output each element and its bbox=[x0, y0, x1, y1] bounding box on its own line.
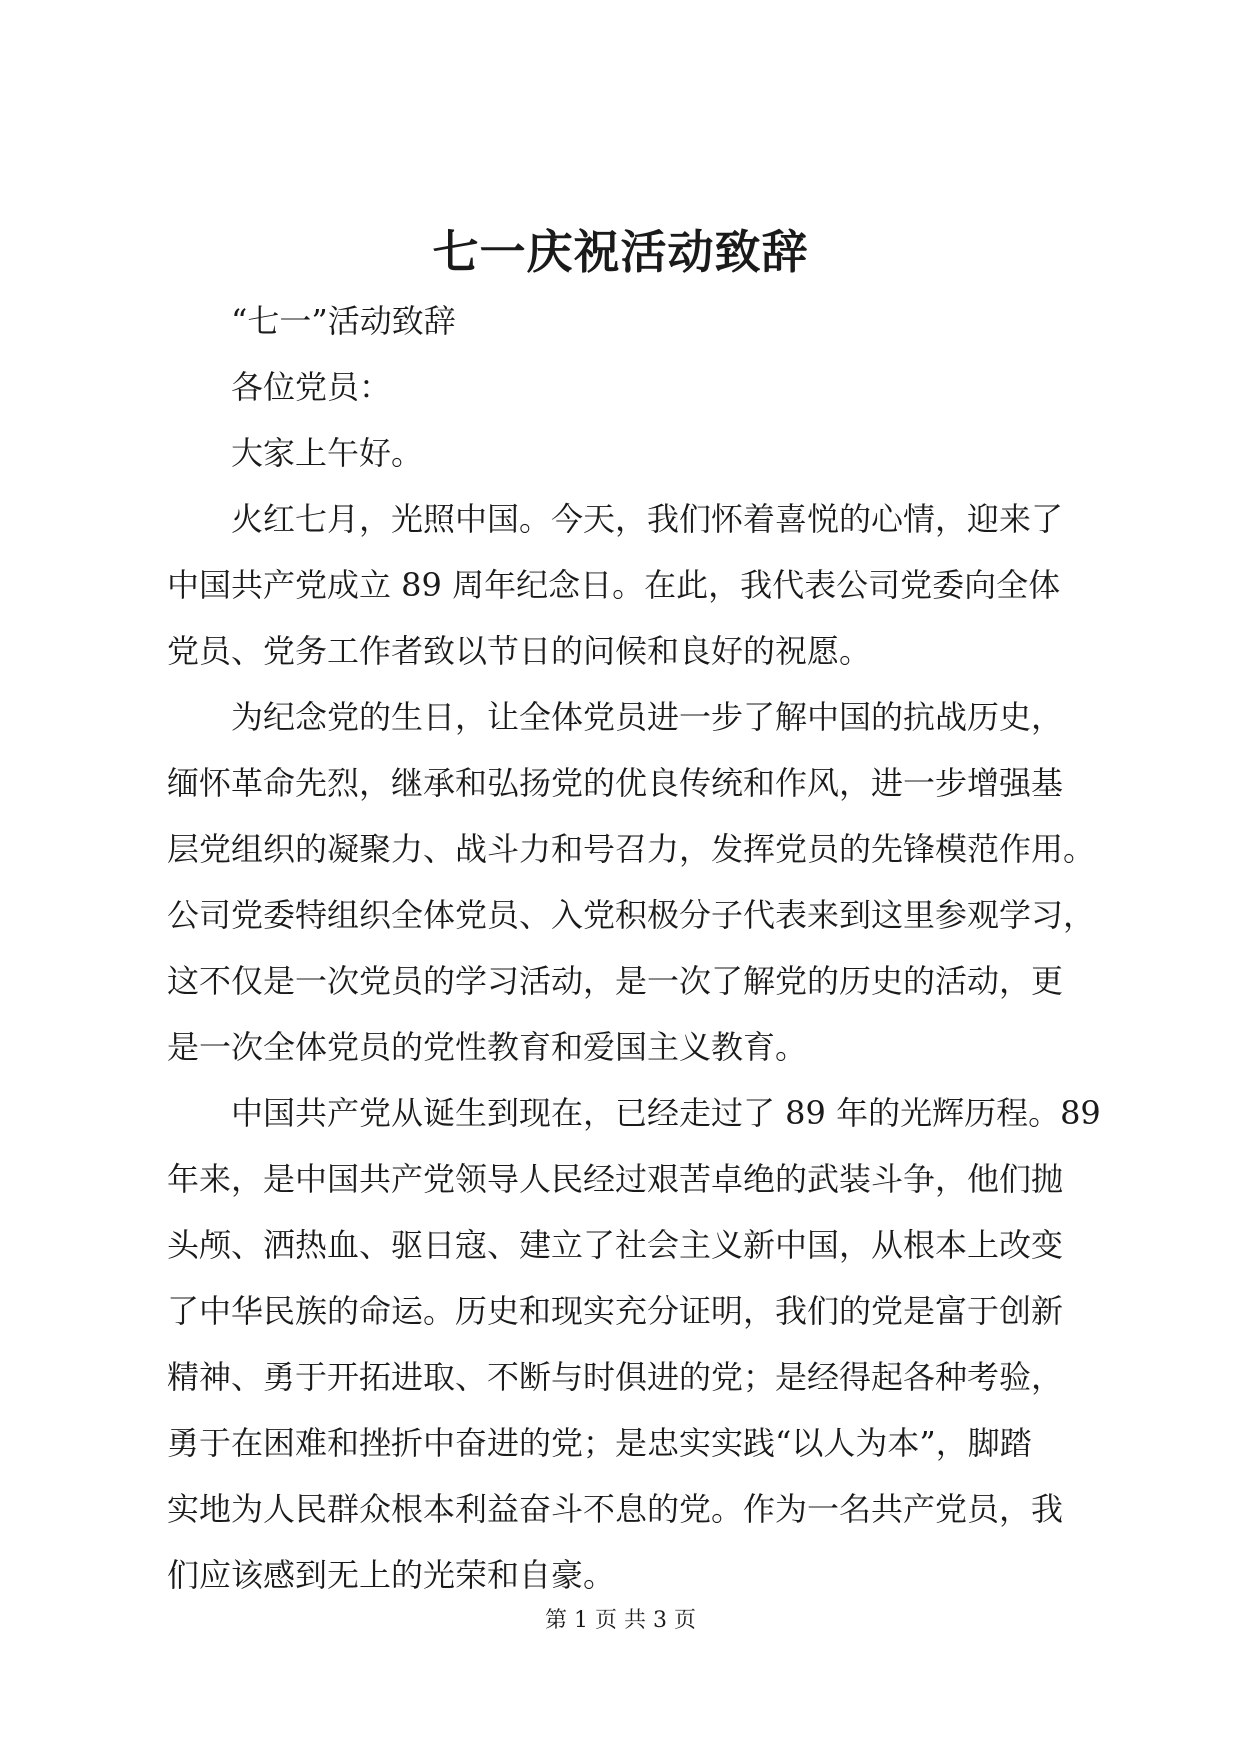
page-footer: 第 1 页 共 3 页 bbox=[545, 1608, 696, 1633]
body-line: 实地为人民群众根本利益奋斗不息的党。作为一名共产党员，我 bbox=[167, 1490, 1064, 1528]
body-line: 大家上午好。 bbox=[231, 434, 424, 472]
body-line: 为纪念党的生日，让全体党员进一步了解中国的抗战历史， bbox=[231, 698, 1064, 736]
body-line: 中国共产党从诞生到现在，已经走过了 89 年的光辉历程。89 bbox=[231, 1094, 1101, 1132]
body-line: 年来，是中国共产党领导人民经过艰苦卓绝的武装斗争，他们抛 bbox=[167, 1160, 1064, 1198]
body-line: “七一”活动致辞 bbox=[231, 302, 456, 340]
body-line: 党员、党务工作者致以节日的问候和良好的祝愿。 bbox=[167, 632, 872, 670]
body-line: 是一次全体党员的党性教育和爱国主义教育。 bbox=[167, 1028, 808, 1066]
body-line: 们应该感到无上的光荣和自豪。 bbox=[167, 1556, 616, 1594]
body-line: 缅怀革命先烈，继承和弘扬党的优良传统和作风，进一步增强基 bbox=[167, 764, 1064, 802]
body-line: 各位党员： bbox=[231, 368, 392, 406]
document-body bbox=[167, 288, 1101, 1608]
body-line: 精神、勇于开拓进取、不断与时俱进的党；是经得起各种考验， bbox=[167, 1358, 1064, 1396]
body-line: 公司党委特组织全体党员、入党积极分子代表来到这里参观学习， bbox=[167, 896, 1096, 934]
body-line: 火红七月，光照中国。今天，我们怀着喜悦的心情，迎来了 bbox=[231, 500, 1064, 538]
body-line: 层党组织的凝聚力、战斗力和号召力，发挥党员的先锋模范作用。 bbox=[167, 830, 1096, 868]
body-line: 头颅、洒热血、驱日寇、建立了社会主义新中国，从根本上改变 bbox=[167, 1226, 1064, 1264]
body-line: 这不仅是一次党员的学习活动，是一次了解党的历史的活动，更 bbox=[167, 962, 1064, 1000]
body-line: 中国共产党成立 89 周年纪念日。在此，我代表公司党委向全体 bbox=[167, 566, 1061, 604]
body-line: 勇于在困难和挫折中奋进的党；是忠实实践“以人为本”，脚踏 bbox=[167, 1424, 1032, 1462]
body-line: 了中华民族的命运。历史和现实充分证明，我们的党是富于创新 bbox=[167, 1292, 1064, 1330]
document-title: 七一庆祝活动致辞 bbox=[432, 225, 809, 279]
